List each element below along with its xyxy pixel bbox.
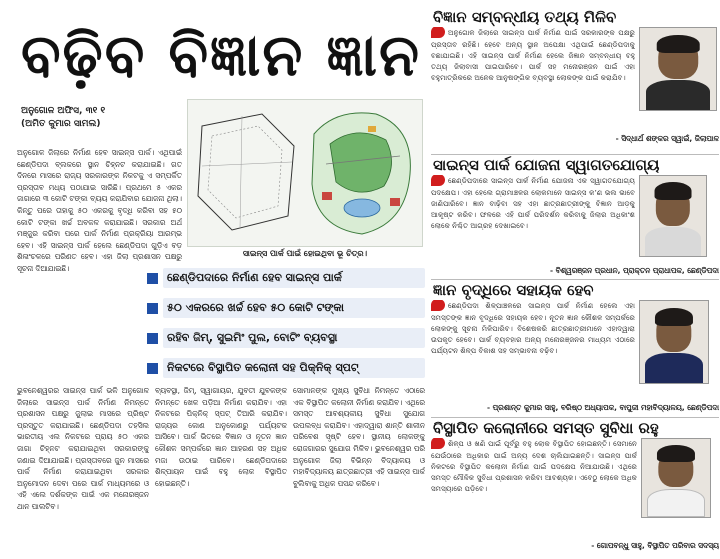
portrait-shirt [647,489,704,517]
site-layout-map [306,104,420,240]
highlight-text: ରହିବ ଜିମ୍, ସୁଇମିଂ ପୁଲ, ବୋଟିଂ ବ୍ୟବସ୍ଥା [163,328,425,348]
opinion-box-resident [431,417,719,558]
portrait-hair [657,35,700,53]
portrait-hair [655,308,693,326]
portrait-photo [641,438,711,518]
opinion-signature: - ଗୋପବନ୍ଧୁ ସାହୁ, ବିସ୍ଥାପିତ ପରିବାର ସଦସ୍ୟ [591,541,719,550]
main-article [7,7,427,558]
portrait-hair [655,182,692,200]
portrait-photo [639,300,709,384]
map-caption: ସାଇନ୍ସ ପାର୍କ ପାଇଁ ହୋଇଥିବା ଭୂ ଚିତ୍ର। [242,249,368,258]
article-column-2: ବ୍ୟବସ୍ଥା, ଜିମ୍, ସ୍ୱାଗାୟର, ଯୁବତୀ ଯୁବକଙ୍କ ନିମନ୍ତେ ଖେଳ ପଡ଼ିଆ ନିର୍ମାଣ କରାଯିବ। ଏହା ନିକଟରେ ପିକ୍‌ନିକ୍ ସ୍ପଟ୍ ତିଆରି କରାଯିବ। ରାଜ୍ୟର କୋଣ ଅନୁକୋଣରୁ ପର୍ଯ୍ୟଟକ ଆସିବେ। ପାର୍କ ଭିତରେ ବିଜ୍ଞାନ ଓ ନୂତନ ଜ୍ଞାନ କୌଶଳ ସମ୍ପର୍କରେ ଜ୍ଞାନ ଆହରଣ ସହ ଅଧିକ ମଜା ଉଠାଇ ପାରିବେ। ଛେଣ୍ଡିପଦାରେ ଶିଳ୍ପାୟନ ପାଇଁ ବହୁ ଲୋକ ବିସ୍ଥାପିତ ହୋଇଛନ୍ତି। [155,386,287,488]
article-column-3: ସୋମାନଙ୍କ ମୁଖ୍ୟ ସୁବିଧା ନିମନ୍ତେ ଏଠାରେ ଏକ ବିସ୍ଥାପିତ କଲୋନୀ ନିର୍ମାଣ କରାଯିବ। ଏଥିରେ ସମସ୍ତ ଆବଶ୍ୟକୀୟ ସୁବିଧା ସୁଯୋଗ ଉପଲବ୍ଧ କରାଯିବ। ଏହାଦ୍ୱାରା ଶାନ୍ତି ଶାଳୀନ ପରିବେଶ ସୃଷ୍ଟି ହେବ। ସ୍ଥାନୀୟ ଲୋକଙ୍କୁ ରୋଜଗାରର ସୁଯୋଗ ମିଳିବ। ଭୁବନେଶ୍ୱର ପରି ଅନୁଗୋଳ ଜିଲା ବିଭିନ୍ନ ବିଦ୍ୟାଳୟ ଓ ମହାବିଦ୍ୟାଳୟ ଛାତ୍ରଛାତ୍ରୀ ଏହି ସାଇନ୍ସ ପାର୍କ ବୁଲିବାକୁ ଅଧିକ ପସନ୍ଦ କରିବେ। [293,386,425,488]
opinion-text-wrap [431,300,635,400]
opinion-text-wrap [431,438,637,538]
opinion-text: ଅନୁଗୋଳ ଜିଲାରେ ସାଇନ୍ସ ପାର୍କ ନିର୍ମାଣ ପାଇଁ ସରକାରଙ୍କ ପକ୍ଷରୁ ପ୍ରସ୍ତାବ ରହିଛି। ହେବେ ଅନ୍ୟ ସ୍ଥାନ ଅପେକ୍ଷା ଏଥିପାଇଁ ଛେଣ୍ଡିପଦାକୁ ବଛାଯାଇଛି। ଏହି ସାଇନ୍ସ ପାର୍କ ନିର୍ମାଣ ହେଲେ ଜିଜ୍ଞାନ ସମ୍ବନ୍ଧୀୟ ବହୁ ତଥ୍ୟ ଜିଲାବାସୀ ପାଇପାରିବେ। ପାର୍କ ସହ ମନୋରଞ୍ଜନ ପାଇଁ ଏହା ବହୁମାତ୍ରିକରେ ଅନେକ ଆନୁଷଙ୍ଗିକ ବ୍ୟବସ୍ଥା ଲୋକଙ୍କ ପାଇଁ କରାଯିବ। [431,28,635,82]
opinion-title: ବିସ୍ଥାପିତ କଲୋନୀରେ ସମସ୍ତ ସୁବିଧା ରହୁ [433,419,659,437]
site-plan-image [187,99,423,247]
opinion-sidebar [431,7,720,558]
site-outline-map [192,106,302,236]
quote-icon [431,438,445,449]
opinion-text: ଛେଣ୍ଡିପଦା ଶିଳ୍ପାଞ୍ଚଳରେ ସାଇନ୍ସ ପାର୍କ ନିର୍ମାଣ ହେଲେ ଏହା ସମସ୍ତଙ୍କ ଜ୍ଞାନ ବୃଦ୍ଧିରେ ସହାୟକ ହେବ। ନୂତନ ଜ୍ଞାନ କୌଶଳ ସମ୍ପର୍କରେ ଲୋକଙ୍କୁ ସୂଚନା ମିଳିପାରିବ। ବିଶେଷକରି ଛାତ୍ରଛାତ୍ରୀମାନେ ଏହାଦ୍ୱାରା ଉପକୃତ ହେବେ। ପାର୍କ ବ୍ୟବହାର ଅନ୍ୟ ମନୋରଞ୍ଜନର ମାଧ୍ୟମ ଏଠାରେ ପର୍ଯ୍ୟଟନ ଶିଳ୍ପ ବିକାଶ ସହ ସମ୍ଭାବନା ବଢ଼ିବ। [431,301,635,355]
article-intro-text: ଅନୁଗୋଳ ଜିଲାରେ ନିର୍ମାଣ ହେବ ସାଇନ୍ସ ପାର୍କ। ଏଥିପାଇଁ ଛେଣ୍ଡିପଦା ବ୍ଲକରେ ସ୍ଥାନ ଚିହ୍ନଟ କରାଯାଇଛି। ଗତ ଦିନରେ ମାସରେ ରାଜ୍ୟ ସରକାରଙ୍କ ନିକଟକୁ ଏ ସମ୍ପର୍କିତ ପ୍ରସ୍ତାବ ମଧ୍ୟ ପଠାଯାଇ ସାରିଛି। ପ୍ରଥମେ ୫ ଏକର ଜାଗାରେ ୩ କୋଟି ଟଙ୍କା ବ୍ୟୟ କରାଯିବାର ଯୋଜନା ଥିଲା। କିନ୍ତୁ ପରେ ତାହାକୁ ୫୦ ଏକରକୁ ବୃଦ୍ଧି କରିବା ସହ ୫୦ କୋଟି ଟଙ୍କା ଖର୍ଚ୍ଚ ଅବକଳ କରାଯାଇଛି। ସରକାର ଅର୍ଥ ମଞ୍ଜୁର କରିବା ପରେ ପାର୍କ ନିର୍ମାଣ ପ୍ରକ୍ରିୟା ଆରମ୍ଭ ହେବ। ଏହି ସାଇନ୍ସ ପାର୍କ ହେଲେ ଛେଣ୍ଡିପଦା ଗୁଡ଼ିଏ ବଡ଼ ଶିଳାଂଚଳରେ ପରିଣତ ହେବ। ଏହା ଜିଲା ପ୍ରଶାସନ ପକ୍ଷରୁ ସୂଚନା ଦିଆଯାଇଛି। [17,148,182,273]
highlight-text: ୫୦ ଏକରରେ ଖର୍ଚ୍ଚ ହେବ ୫୦ କୋଟି ଟଙ୍କା [163,298,425,318]
quote-icon [431,300,445,311]
bullet-square-icon [147,333,158,344]
opinion-signature: - ସିଦ୍ଧାର୍ଥ ଶଙ୍କର ସ୍ୱାଇଁ, ଜିଲାପାଳ [615,134,719,143]
highlight-text: ଛେଣ୍ଡିପଦାରେ ନିର୍ମାଣ ହେବ ସାଇନ୍ସ ପାର୍କ [163,268,425,288]
opinion-text-wrap [431,175,635,263]
article-column-1: ଭୁବନେଶ୍ୱରର ସାଇନ୍ସ ପାର୍କ ଭଳି ଅନୁଗୋଳ ଜିଲାରେ ସାଇନ୍ସ ପାର୍କ ନିର୍ମାଣ ନିମନ୍ତେ ପ୍ରଶାସନ ପକ୍ଷରୁ ଜୁଲାଇ ମାସରେ ପ୍ରିଷ୍ଟ ପ୍ରସ୍ତୁତ କରାଯାଇଛି। ଛେଣ୍ଡିପଦା ତହସିଲ ଭାରତୀୟ ଏଲ ନିକଟରେ ପ୍ରାୟ ୫୦ ଏକର ଜାଗା ଚିହ୍ନଟ କରାଯାଇଥିବା ସରକାରଙ୍କୁ ଜଣାଇ ଦିଆଯାଇଛି। ପ୍ରସ୍ତାବରେ ଜୁନ ମାସରେ ପାର୍କ ନିର୍ମାଣ କରାଯାଇଥିବା ସରକାର ଅନୁମୋଦନ ଦେବା ପରେ ପାର୍କ ମାଧ୍ୟମରେ ଓ ଏହି ଏଲେ ଦର୍ଶକଙ୍କ ପାଇଁ ଏକ ମନୋରଞ୍ଜନ ଥାନ ପାଲଟିବ। [17,386,149,511]
portrait-photo [639,175,707,257]
opinion-box-collector [431,7,719,153]
opinion-signature: - ପ୍ରଶାନ୍ତ କୁମାର ସାହୁ, ବରିଷ୍ଠ ଅଧ୍ୟାପକ, ବାପୁଜୀ ମହାବିଦ୍ୟାଳୟ, ଛେଣ୍ଡିପଦା [486,403,719,412]
portrait-hair [657,445,695,462]
opinion-title: ସାଇନ୍ସ ପାର୍କ ଯୋଜନା ସ୍ୱାଗତଯୋଗ୍ୟ [433,156,660,174]
byline-author: (ଅମିତ କୁମାର ସାମଲ) [21,119,101,129]
newspaper-page [4,4,719,555]
opinion-box-lecturer [431,279,719,416]
bullet-square-icon [147,303,158,314]
opinion-title: ଜ୍ଞାନ ବୃଦ୍ଧିରେ ସହାୟକ ହେବ [433,281,594,299]
portrait-shirt [645,227,700,256]
highlights-list [147,265,425,383]
bullet-square-icon [147,363,158,374]
byline-place: ଅନୁଗୋଳ ଅଫିସ, ୩୧ ୧ [21,106,106,116]
byline [21,105,181,131]
opinion-signature: - ବିଶ୍ୱରଞ୍ଜନ ପ୍ରଧାନ, ପ୍ରାକ୍ତନ ପ୍ରାଧାପକ, ଛେଣ୍ଡିପଦା [549,266,719,275]
bullet-square-icon [147,273,158,284]
quote-icon [431,27,445,38]
portrait-shirt [646,80,710,110]
highlight-item [147,355,425,381]
quote-icon [431,175,445,186]
opinion-text: ଶିଳ୍ପ ଓ ଖଣି ପାଇଁ ପୂର୍ବରୁ ବହୁ ଲୋକ ବିସ୍ଥାପିତ ହୋଇଛନ୍ତି। ସେମାନେ ଯେଉଁଠାରେ ଅଧିକାର ପାଇଁ ଅନ୍ୟ ଦେଶ ଚାଲିଯାଇଛନ୍ତି। ସାଇନ୍ସ ପାର୍କ ନିକଟରେ ବିସ୍ଥାପିତ କଲୋନୀ ନିର୍ମାଣ ପାଇଁ ପଦକ୍ଷେପ ନିଆଯାଉଛି। ଏଥିରେ ସମସ୍ତ ମୌଳିକ ସୁବିଧା ପ୍ରଶାସନ କରିବା ଆବଶ୍ୟକ। ଏବେଠୁ ଲୋକେ ଅଧିକ ସମସ୍ୟାରେ ପଡ଼ିବେ। [431,439,637,493]
opinion-title: ବିଜ୍ଞାନ ସମ୍ବନ୍ଧୀୟ ତଥ୍ୟ ମିଳିବ [433,8,617,26]
portrait-photo [639,27,717,111]
portrait-shirt [645,353,702,383]
headline: ବଢ଼ିବ ବିଜ୍ଞାନ ଜ୍ଞାନ [21,21,421,89]
highlight-item [147,325,425,351]
highlight-item [147,265,425,291]
highlight-item [147,295,425,321]
opinion-box-professor [431,154,719,278]
article-body-columns [17,385,425,553]
opinion-text-wrap [431,27,635,131]
opinion-text: ଛେଣ୍ଡିପଦାରେ ସାଇନ୍ସ ପାର୍କ ନିର୍ମାଣ ଯୋଜନା ଏକ ସ୍ୱାଗତଯୋଗ୍ୟ ପଦକ୍ଷେପ। ଏହା ହେଲେ ଗ୍ରାମାଞ୍ଚଳର ଲୋକମାନେ ସାଇନ୍ସ କ’ଣ ଭଲ ଭାବେ ଜାଣିପାରିବେ। ଜ୍ଞାନ ବାଢ଼ିବା ସହ ଏହା ଛାତ୍ରଛାତ୍ରୀଙ୍କୁ ବିଜ୍ଞାନ ଆଡ଼କୁ ଆକୃଷ୍ଟ କରିବ। ଫଳରେ ଏହି ପାର୍କ ପରିଦର୍ଶନ କରିବାକୁ ଜିଲାର ଅଧିକାଂଶ ଲୋକେ ନିଶ୍ଚିତ ଆଗ୍ରହ ଦେଖାଇବେ। [431,176,635,230]
highlight-text: ନିକଟରେ ବିସ୍ଥାପିତ କଲୋନୀ ସହ ପିକ୍‌ନିକ୍ ସ୍ପଟ୍ [163,358,425,378]
